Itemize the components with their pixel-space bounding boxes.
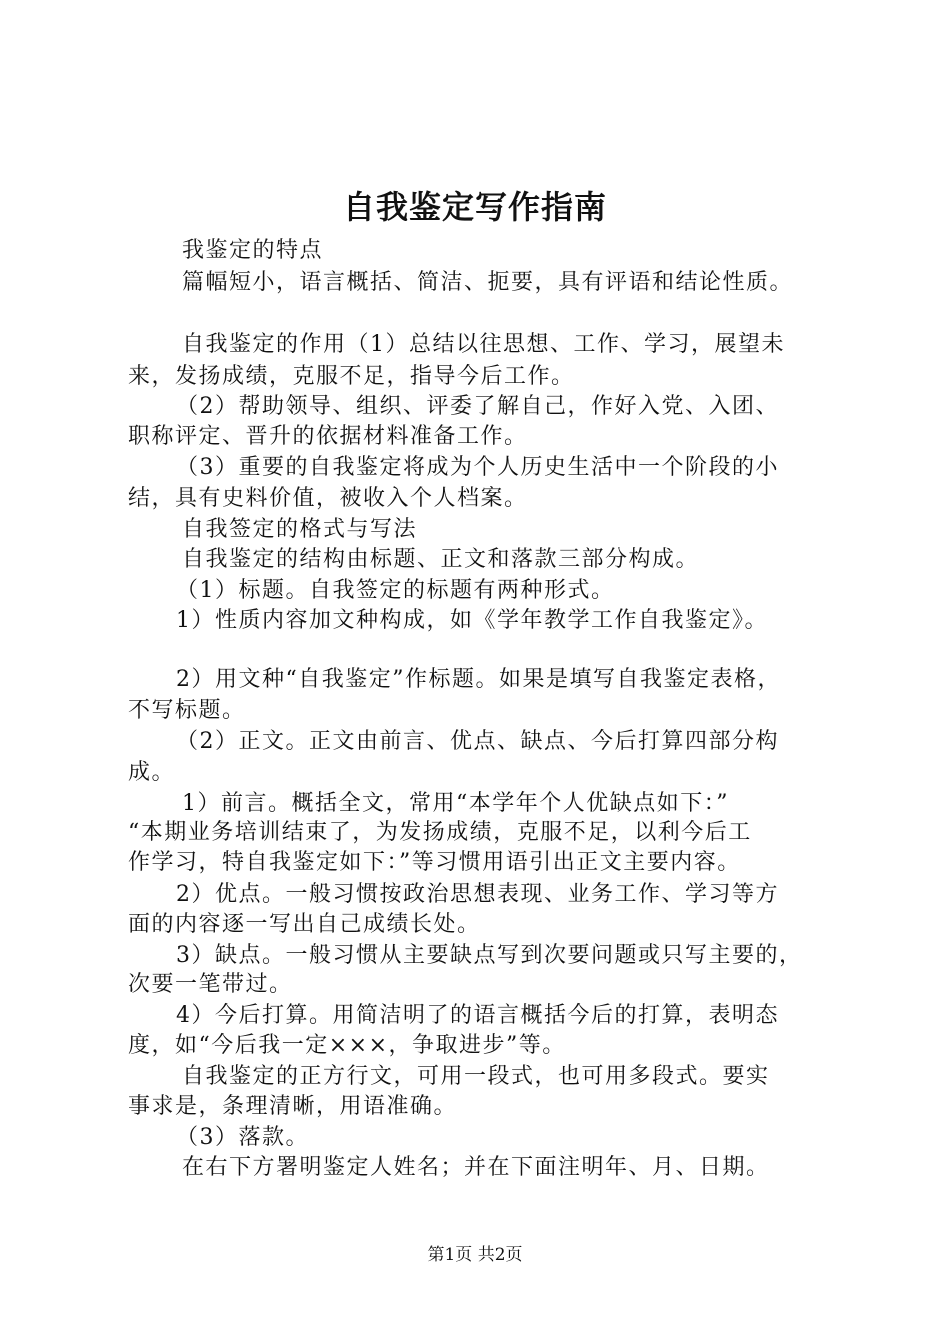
document-title: 自我鉴定写作指南	[342, 188, 607, 226]
paragraph-line: 结，具有史料价值，被收入个人档案。	[128, 486, 528, 511]
paragraph-line: 度，如“今后我一定×××，争取进步”等。	[128, 1033, 566, 1058]
paragraph-line: 面的内容逐一写出自己成绩长处。	[128, 912, 481, 937]
paragraph-line: 成。	[128, 760, 176, 785]
paragraph-line: 事求是，条理清晰，用语准确。	[128, 1094, 458, 1119]
paragraph-line: （2）帮助领导、组织、评委了解自己，作好入党、入团、	[176, 394, 779, 419]
paragraph-line: （2）正文。正文由前言、优点、缺点、今后打算四部分构	[176, 729, 779, 754]
paragraph-line: 职称评定、晋升的依据材料准备工作。	[128, 424, 528, 449]
paragraph-line: 作学习，特自我鉴定如下：”等习惯用语引出正文主要内容。	[128, 850, 741, 875]
paragraph-line: 2）优点。一般习惯按政治思想表现、业务工作、学习等方	[176, 882, 779, 907]
paragraph-line: 次要一笔带过。	[128, 972, 293, 997]
page-footer: 第1页 共2页	[427, 1245, 523, 1265]
paragraph-line: 4）今后打算。用简洁明了的语言概括今后的打算，表明态	[176, 1003, 779, 1028]
paragraph-line: 自我鉴定的作用（1）总结以往思想、工作、学习，展望未	[182, 332, 785, 357]
paragraph-line: （3）重要的自我鉴定将成为个人历史生活中一个阶段的小	[176, 455, 779, 480]
paragraph-line: 1）前言。概括全文，常用“本学年个人优缺点如下：”	[182, 791, 729, 816]
paragraph-line: 自我鉴定的结构由标题、正文和落款三部分构成。	[182, 547, 700, 572]
paragraph-line: 3）缺点。一般习惯从主要缺点写到次要问题或只写主要的，	[176, 943, 803, 968]
paragraph-line: 自我鉴定的正方行文，可用一段式，也可用多段式。要实	[182, 1064, 770, 1089]
paragraph-line: “本期业务培训结束了，为发扬成绩，克服不足，以利今后工	[128, 820, 752, 845]
paragraph-line: 篇幅短小，语言概括、简洁、扼要，具有评语和结论性质。	[182, 270, 794, 295]
section-heading: 自我签定的格式与写法	[182, 517, 418, 542]
paragraph-line: 在右下方署明鉴定人姓名；并在下面注明年、月、日期。	[182, 1155, 770, 1180]
paragraph-line: （3）落款。	[176, 1125, 309, 1150]
paragraph-line: 不写标题。	[128, 698, 246, 723]
paragraph-line: 1）性质内容加文种构成，如《学年教学工作自我鉴定》。	[176, 608, 768, 633]
paragraph-line: （1）标题。自我签定的标题有两种形式。	[176, 578, 615, 603]
paragraph-line: 来，发扬成绩，克服不足，指导今后工作。	[128, 364, 575, 389]
paragraph-line: 2）用文种“自我鉴定”作标题。如果是填写自我鉴定表格，	[176, 667, 781, 692]
section-heading: 我鉴定的特点	[182, 238, 324, 263]
